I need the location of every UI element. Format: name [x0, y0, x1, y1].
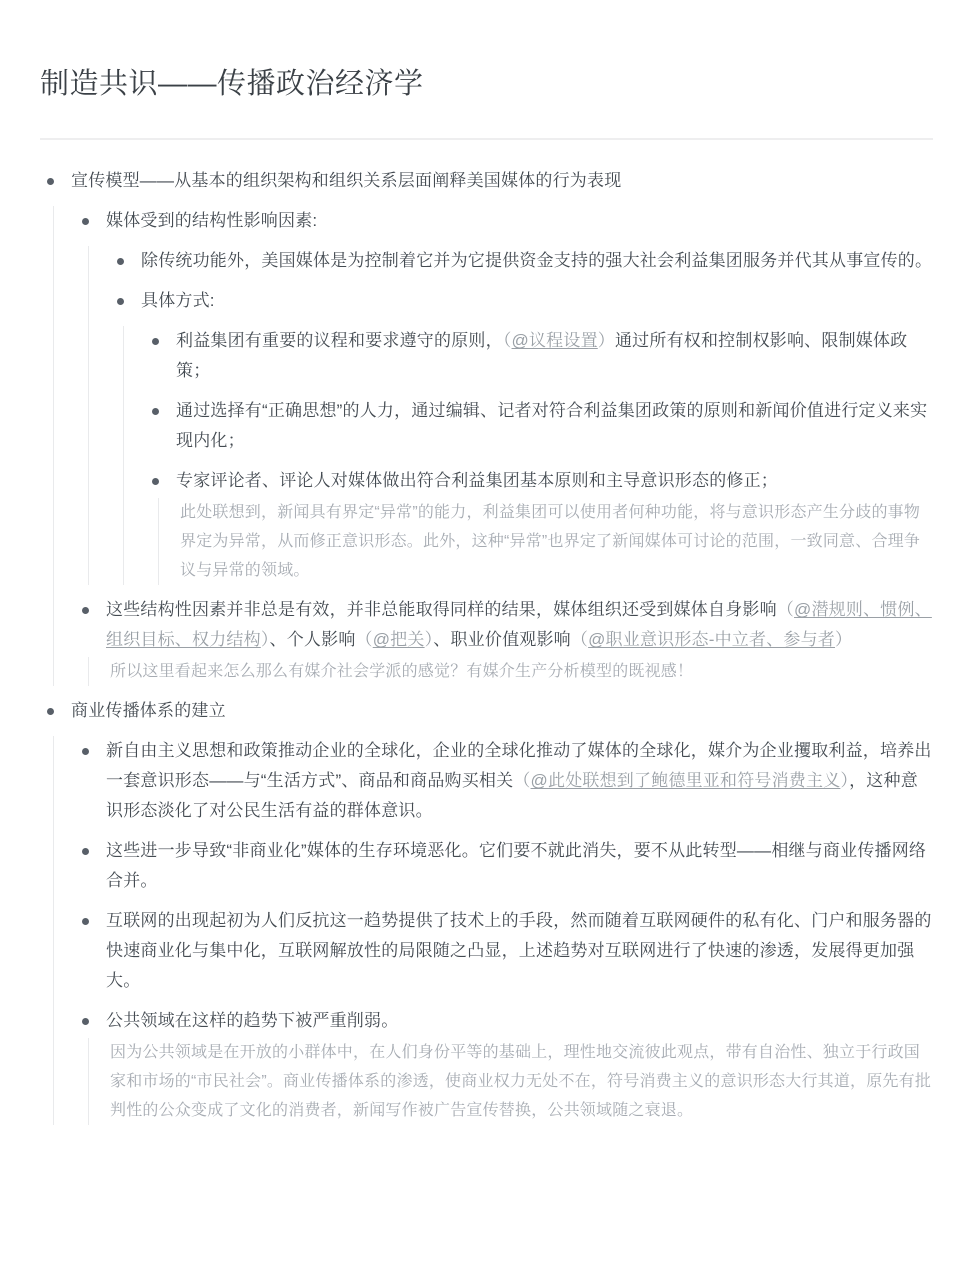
bullet-icon — [82, 748, 89, 755]
bullet-icon — [47, 708, 54, 715]
muted-paren-text: ） — [424, 630, 434, 649]
bullet-icon — [117, 298, 124, 305]
list-item — [145, 466, 933, 585]
muted-paren-text: （ — [513, 771, 531, 790]
item-text — [176, 396, 933, 456]
bullet-icon — [82, 918, 89, 925]
bullet-icon — [82, 1018, 89, 1025]
list-item-row[interactable] — [75, 836, 933, 896]
list-item — [75, 736, 933, 826]
nested-block — [88, 1038, 933, 1125]
list-item — [75, 836, 933, 896]
muted-paren-text: ） — [260, 630, 270, 649]
muted-paren-text: ） — [597, 331, 615, 350]
bullet-icon — [82, 607, 89, 614]
item-text — [106, 736, 933, 826]
muted-paren-text: （ — [355, 630, 373, 649]
nested-block — [88, 246, 933, 585]
item-text — [141, 286, 215, 316]
list-item-row[interactable] — [75, 1006, 933, 1036]
list-item — [75, 595, 933, 686]
body-text: 媒体受到的结构性影响因素: — [106, 211, 318, 230]
item-text — [106, 595, 933, 655]
list-item-row[interactable] — [145, 326, 933, 386]
body-text: 新自由主义思想和政策推动企业的全球化，企业的全球化推动了媒体的全球化，媒介为企业攫取利益，培养出一套意识形态——与“生活方式”、商品和商品购买相关 — [106, 741, 932, 790]
list-item-row[interactable] — [75, 206, 933, 236]
body-text: ，这种意识形态淡化了对公民生活有益的群体意识。 — [106, 771, 918, 820]
list-item-row[interactable] — [75, 595, 933, 655]
nested-block — [53, 206, 933, 686]
list-item-row[interactable] — [110, 286, 933, 316]
list-item — [75, 1006, 933, 1125]
body-text: 通过选择有“正确思想”的人力，通过编辑、记者对符合利益集团政策的原则和新闻价值进行定义来实现内化； — [176, 401, 928, 450]
body-text: 公共领域在这样的趋势下被严重削弱。 — [106, 1011, 399, 1030]
muted-paren-text: （ — [776, 600, 795, 619]
item-text — [106, 1006, 398, 1036]
bullet-icon — [152, 408, 159, 415]
list-item — [145, 396, 933, 456]
page-title: 制造共识——传播政治经济学 — [40, 68, 424, 100]
muted-paren-text: （ — [570, 630, 589, 649]
bullet-icon — [152, 338, 159, 345]
list-item — [145, 326, 933, 386]
bullet-icon — [117, 258, 124, 265]
mention-link[interactable]: @此处联想到了鲍德里亚和符号消费主义 — [530, 771, 841, 790]
list-item — [40, 696, 933, 1125]
list-item — [110, 246, 933, 276]
annotation-note: 此处联想到，新闻具有界定“异常”的能力，利益集团可以使用者何种功能，将与意识形态产生分歧的事物界定为异常，从而修正意识形态。此外，这种“异常”也界定了新闻媒体可讨论的范围，一致同意、合理争议与异常的领域。 — [180, 504, 921, 579]
item-text — [106, 906, 933, 996]
body-text: 商业传播体系的建立 — [71, 701, 226, 720]
item-text — [106, 836, 933, 896]
list-item — [75, 906, 933, 996]
body-text: 、职业价值观影响 — [433, 630, 571, 649]
body-text: 这些进一步导致“非商业化”媒体的生存环境恶化。它们要不就此消失，要不从此转型——相继与商业传播网络合并。 — [106, 841, 927, 890]
body-text: 、个人影响 — [269, 630, 356, 649]
item-text — [106, 206, 317, 236]
bullet-icon — [82, 218, 89, 225]
list-item-row[interactable] — [75, 736, 933, 826]
list-item-row[interactable] — [145, 396, 933, 456]
item-text — [141, 246, 932, 276]
body-text: 除传统功能外，美国媒体是为控制着它并为它提供资金支持的强大社会利益集团服务并代其从事宣传的。 — [141, 251, 933, 270]
body-text: 互联网的出现起初为人们反抗这一趋势提供了技术上的手段，然而随着互联网硬件的私有化、门户和服务器的快速商业化与集中化，互联网解放性的局限随之凸显，上述趋势对互联网进行了快速的渗透，发展得更加强大。 — [106, 911, 932, 990]
list-item-row[interactable] — [40, 166, 933, 196]
list-item-row[interactable] — [145, 466, 933, 496]
nested-block — [123, 326, 933, 585]
nested-block — [158, 498, 933, 585]
mention-link[interactable]: @议程设置 — [511, 331, 598, 350]
body-text: 这些结构性因素并非总是有效，并非总能取得同样的结果，媒体组织还受到媒体自身影响 — [106, 600, 777, 619]
item-text — [176, 466, 778, 496]
nested-block — [88, 657, 933, 686]
list-item — [75, 206, 933, 585]
mention-link[interactable]: @潜规则、惯例、组织目标、权力结构 — [106, 600, 932, 649]
annotation-note: 因为公共领域是在开放的小群体中，在人们身份平等的基础上，理性地交流彼此观点，带有自治性、独立于行政国家和市场的“市民社会”。商业传播体系的渗透，使商业权力无处不在，符号消费主义的意识形态大行其道，原先有批判性的公众变成了文化的消费者，新闻写作被广告宣传替换，公共领域随之衰退。 — [110, 1044, 932, 1119]
body-text: 利益集团有重要的议程和要求遵守的原则， — [176, 331, 503, 350]
item-text — [71, 166, 621, 196]
item-text — [176, 326, 933, 386]
body-text: 通过所有权和控制权影响、限制媒体政策； — [176, 331, 908, 380]
list-item-row[interactable] — [110, 246, 933, 276]
list-item — [110, 286, 933, 585]
body-text: 专家评论者、评论人对媒体做出符合利益集团基本原则和主导意识形态的修正； — [176, 471, 778, 490]
mention-link[interactable]: @把关 — [372, 630, 425, 649]
outline-list — [40, 166, 933, 1125]
list-item — [40, 166, 933, 686]
bullet-icon — [152, 478, 159, 485]
muted-paren-text: ） — [840, 771, 850, 790]
bullet-icon — [82, 848, 89, 855]
list-item-row[interactable] — [40, 696, 933, 726]
bullet-icon — [47, 178, 54, 185]
item-text — [71, 696, 226, 726]
nested-block — [53, 736, 933, 1125]
body-text: 具体方式: — [141, 291, 215, 310]
mention-link[interactable]: @职业意识形态-中立者、参与者 — [588, 630, 836, 649]
annotation-note: 所以这里看起来怎么那么有媒介社会学派的感觉？有媒介生产分析模型的既视感！ — [110, 663, 694, 680]
muted-paren-text: （ — [502, 331, 512, 350]
muted-paren-text: ） — [835, 630, 853, 649]
list-item-row[interactable] — [75, 906, 933, 996]
body-text: 宣传模型——从基本的组织架构和组织关系层面阐释美国媒体的行为表现 — [71, 171, 622, 190]
title-divider — [40, 138, 933, 140]
